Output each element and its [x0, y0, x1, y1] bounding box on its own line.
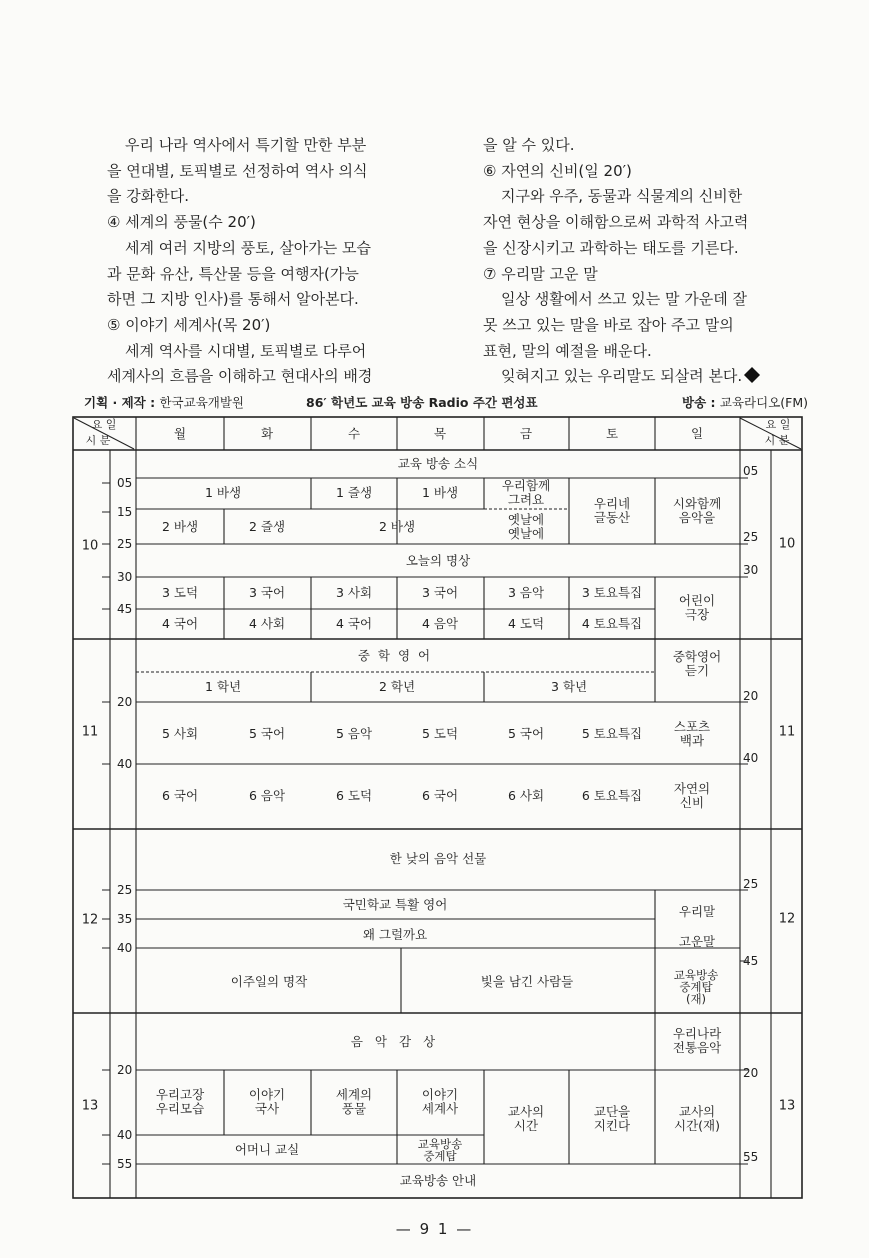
- intro-text-line: 자연 현상을 이해함으로써 과학적 사고력: [483, 213, 749, 232]
- minute-label: 45: [117, 602, 133, 616]
- minute-label: 15: [117, 505, 133, 519]
- program-cell: 교육방송 안내: [399, 1173, 477, 1188]
- program-cell: 어머니 교실: [234, 1142, 300, 1157]
- minute-label: 25: [117, 537, 133, 551]
- hour-10-right: 10: [778, 536, 796, 552]
- program-cell: 세계의 풍물: [335, 1087, 373, 1116]
- minute-label: 25: [743, 530, 759, 544]
- corner-right-day-label: 요 일: [765, 418, 791, 431]
- corner-left-time-label: 시 분: [85, 434, 111, 447]
- program-cell: 5 사회: [161, 726, 199, 741]
- minute-label: 20: [743, 1066, 759, 1080]
- program-cell: 6 토요특집: [581, 788, 643, 803]
- program-cell: 국민학교 특활 영어: [342, 897, 448, 912]
- intro-text-line: 을 강화한다.: [107, 187, 189, 206]
- program-cell: 3 사회: [335, 585, 373, 600]
- minute-label: 40: [117, 757, 133, 771]
- intro-text-line: ④ 세계의 풍물(수 20′): [107, 213, 256, 232]
- program-cell: 6 국어: [421, 788, 459, 803]
- weekly-schedule-table: [72, 416, 803, 1199]
- day-mon: 월: [173, 426, 187, 441]
- program-cell: 1 즐생: [335, 485, 373, 500]
- program-cell: 우리말: [678, 904, 716, 919]
- minute-label: 20: [743, 689, 759, 703]
- intro-text-line: 잊혀지고 있는 우리말도 되살려 본다.: [483, 364, 813, 390]
- program-cell: 중학영어 듣기: [672, 649, 722, 678]
- program-cell: 교육방송 중계탑 (재): [673, 968, 719, 1006]
- broadcaster-line: 방송 : 교육라디오(FM): [682, 395, 808, 410]
- minute-label: 40: [743, 751, 759, 765]
- day-wed: 수: [347, 426, 361, 441]
- minute-label: 05: [743, 464, 759, 478]
- program-cell: 5 음악: [335, 726, 373, 741]
- minute-label: 45: [743, 954, 759, 968]
- program-cell: 2 바생: [378, 519, 416, 534]
- minute-label: 55: [743, 1150, 759, 1164]
- intro-right-column: [483, 133, 813, 390]
- intro-text-line: 을 연대별, 토픽별로 선정하여 역사 의식: [107, 161, 368, 180]
- program-cell: 4 도덕: [507, 616, 545, 631]
- intro-text-line: 지구와 우주, 동물과 식물계의 신비한: [501, 187, 743, 206]
- program-cell: 3 음악: [507, 585, 545, 600]
- hour-12-right: 12: [778, 911, 796, 927]
- program-cell: 5 토요특집: [581, 726, 643, 741]
- day-thu: 목: [433, 426, 447, 441]
- intro-text-line: 을 신장시키고 과학하는 태도를 기른다.: [483, 238, 739, 257]
- minute-label: 20: [117, 695, 133, 709]
- minute-label: 30: [743, 563, 759, 577]
- intro-text-line: ⑦ 우리말 고운 말: [483, 264, 598, 283]
- program-cell: 한 낮의 음악 선물: [389, 851, 487, 866]
- minute-label: 25: [743, 877, 759, 891]
- program-cell: 5 국어: [507, 726, 545, 741]
- program-cell: 3 토요특집: [581, 585, 643, 600]
- program-cell: 5 도덕: [421, 726, 459, 741]
- program-cell: 1 학년: [204, 679, 242, 694]
- program-cell: 3 국어: [248, 585, 286, 600]
- intro-text-line: 세계 여러 지방의 풍토, 살아가는 모습: [125, 238, 371, 257]
- hour-11-right: 11: [778, 724, 796, 740]
- intro-text-line: 세계 역사를 시대별, 토픽별로 다루어: [125, 341, 367, 360]
- program-cell: 교사의 시간(재): [674, 1104, 720, 1133]
- day-sun: 일: [690, 426, 704, 441]
- hour-10-left: 10: [81, 538, 99, 554]
- program-cell: 왜 그럴까요: [362, 927, 428, 942]
- program-cell: 우리네 글동산: [593, 496, 631, 525]
- corner-right-time-label: 시 분: [764, 434, 790, 447]
- program-cell: 어린이 극장: [678, 593, 716, 622]
- schedule-title: 86′ 학년도 교육 방송 Radio 주간 편성표: [306, 395, 538, 410]
- page-number: — 9 1 —: [395, 1220, 474, 1238]
- program-cell: 2 바생: [161, 519, 199, 534]
- intro-text-line: ⑤ 이야기 세계사(목 20′): [107, 315, 271, 334]
- program-cell: 4 국어: [161, 616, 199, 631]
- intro-text-line: 하면 그 지방 인사)를 통해서 알아본다.: [107, 290, 359, 309]
- program-cell: 우리고장 우리모습: [155, 1087, 205, 1116]
- program-cell: 중 학 영 어: [357, 648, 433, 663]
- program-cell: 스포츠 백과: [673, 719, 711, 748]
- program-cell: 옛날에 옛날에: [507, 512, 545, 541]
- program-cell: 2 즐생: [248, 519, 286, 534]
- program-cell: 4 사회: [248, 616, 286, 631]
- day-sat: 토: [605, 426, 619, 441]
- corner-left-day-label: 요 일: [91, 418, 117, 431]
- hour-13-left: 13: [81, 1098, 99, 1114]
- program-cell: 6 국어: [161, 788, 199, 803]
- program-cell: 6 도덕: [335, 788, 373, 803]
- producer-line: 기획 · 제작 : 한국교육개발원: [84, 395, 244, 410]
- minute-label: 30: [117, 570, 133, 584]
- day-tue: 화: [260, 426, 274, 441]
- program-cell: 3 도덕: [161, 585, 199, 600]
- program-cell: 1 바생: [204, 485, 242, 500]
- program-cell: 자연의 신비: [673, 781, 711, 810]
- intro-text-line: 일상 생활에서 쓰고 있는 말 가운데 잘: [501, 290, 747, 309]
- hour-11-left: 11: [81, 724, 99, 740]
- intro-text-line: 우리 나라 역사에서 특기할 만한 부분: [125, 136, 367, 154]
- program-cell: 음 악 감 상: [350, 1034, 440, 1049]
- program-cell: 4 토요특집: [581, 616, 643, 631]
- end-mark-icon: [744, 367, 760, 383]
- minute-label: 40: [117, 941, 133, 955]
- program-cell: 우리나라 전통음악: [672, 1026, 722, 1055]
- program-cell: 4 국어: [335, 616, 373, 631]
- minute-label: 40: [117, 1128, 133, 1142]
- program-cell: 이야기 세계사: [421, 1087, 459, 1116]
- minute-label: 20: [117, 1063, 133, 1077]
- program-cell: 우리함께 그려요: [501, 478, 551, 507]
- program-cell: 빛을 남긴 사람들: [480, 974, 574, 989]
- program-cell: 교육방송 중계탑: [417, 1137, 463, 1163]
- program-cell: 3 학년: [550, 679, 588, 694]
- program-cell: 3 국어: [421, 585, 459, 600]
- minute-label: 55: [117, 1157, 133, 1171]
- minute-label: 05: [117, 476, 133, 490]
- program-cell: 4 음악: [421, 616, 459, 631]
- program-cell: 교단을 지킨다: [593, 1104, 631, 1133]
- minute-label: 35: [117, 912, 133, 926]
- program-cell: 시와함께 음악을: [672, 496, 722, 525]
- program-cell: 2 학년: [378, 679, 416, 694]
- intro-left-column: [107, 133, 427, 390]
- program-cell: 6 음악: [248, 788, 286, 803]
- program-cell: 6 사회: [507, 788, 545, 803]
- intro-text-line: 세계사의 흐름을 이해하고 현대사의 배경: [107, 367, 373, 386]
- intro-text-line: 을 알 수 있다.: [483, 136, 575, 154]
- intro-text-line: 과 문화 유산, 특산물 등을 여행자(가능: [107, 264, 359, 283]
- intro-text-line: 못 쓰고 있는 말을 바로 잡아 주고 말의: [483, 315, 734, 334]
- program-cell: 오늘의 명상: [405, 553, 471, 568]
- intro-text-line: 표현, 말의 예절을 배운다.: [483, 341, 652, 360]
- day-fri: 금: [519, 426, 533, 441]
- program-cell: 교사의 시간: [507, 1104, 545, 1133]
- minute-label: 25: [117, 883, 133, 897]
- hour-12-left: 12: [81, 912, 99, 928]
- intro-text-line: ⑥ 자연의 신비(일 20′): [483, 161, 632, 180]
- program-cell: 이주일의 명작: [230, 974, 308, 989]
- program-cell: 교육 방송 소식: [397, 456, 479, 471]
- program-cell: 이야기 국사: [248, 1087, 286, 1116]
- program-cell: 고운말: [678, 934, 716, 949]
- hour-13-right: 13: [778, 1098, 796, 1114]
- program-cell: 5 국어: [248, 726, 286, 741]
- program-cell: 1 바생: [421, 485, 459, 500]
